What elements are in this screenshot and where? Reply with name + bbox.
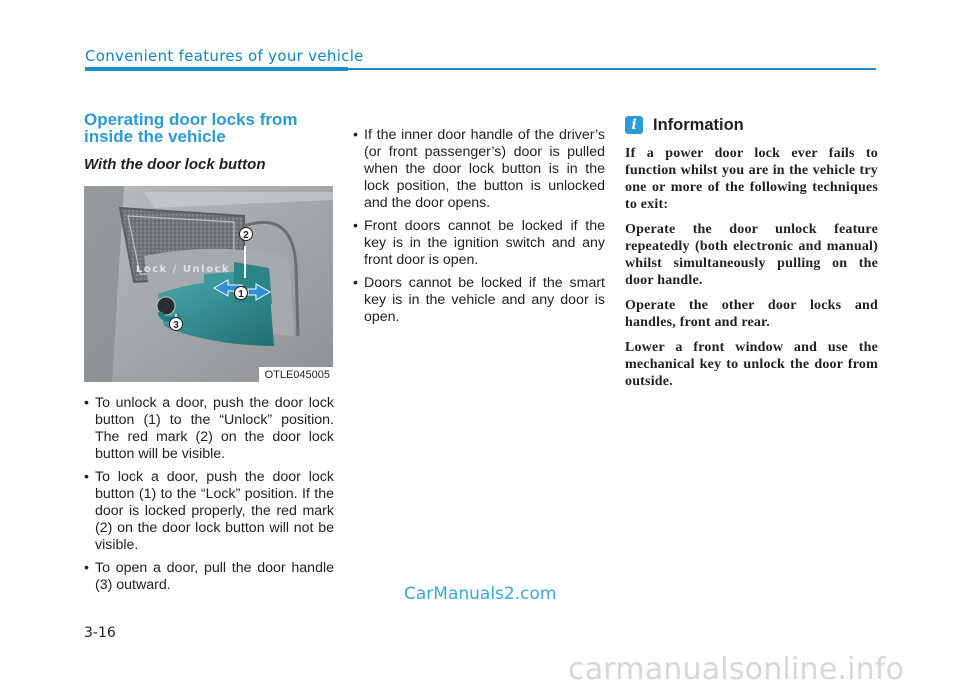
info-paragraph: Lower a front window and use the mechanical key to unlock the door from outside. — [625, 340, 878, 389]
carmanuals-watermark-link[interactable]: CarManuals2.com — [404, 584, 557, 604]
list-item: • If the inner door handle of the driver’s (or front passenger’s) door is pulled when the door lock button is in the lock position, the button is unlocked and the door opens. — [353, 127, 605, 212]
information-header — [625, 114, 878, 136]
callout-2: 2 — [243, 230, 249, 241]
info-paragraph: Operate the other door locks and handles, front and rear. — [625, 298, 878, 330]
subsection-title: With the door lock button — [84, 156, 266, 173]
door-lock-figure — [84, 186, 333, 382]
left-column — [84, 111, 334, 600]
section-title-line2: inside the vehicle — [84, 127, 226, 146]
info-paragraph: Operate the door unlock feature repeatedly (both electronic and manual) whilst simultaneously pulling on the door handle. — [625, 222, 878, 288]
figure-code: OTLE045005 — [259, 367, 333, 382]
info-icon: i — [625, 116, 643, 134]
door-lock-illustration — [84, 186, 333, 382]
information-title: Information — [653, 115, 744, 134]
left-bullet-list — [84, 395, 334, 594]
list-item: • To unlock a door, push the door lock button (1) to the “Unlock” position. The red mark (2) on the door lock button will be visible. — [84, 395, 334, 463]
header-rule-thick — [85, 67, 348, 71]
callout-1: 1 — [238, 289, 244, 300]
list-item: • Front doors cannot be locked if the key is in the ignition switch and any front door is open. — [353, 218, 605, 269]
list-item: • To open a door, pull the door handle (3) outward. — [84, 560, 334, 594]
footer-watermark: carmanualsonline.info — [568, 652, 905, 687]
middle-bullet-list — [353, 127, 605, 326]
list-item: • Doors cannot be locked if the smart key is in the vehicle and any door is open. — [353, 275, 605, 326]
information-box — [625, 114, 878, 390]
callout-3: 3 — [173, 320, 179, 331]
list-item: • To lock a door, push the door lock button (1) to the “Lock” position. If the door is locked properly, the red mark (2) on the door lock button will not be visible. — [84, 469, 334, 554]
middle-column — [353, 127, 605, 332]
info-paragraph: If a power door lock ever fails to function whilst you are in the vehicle try one or more of the following techniques to exit: — [625, 146, 878, 212]
lock-unlock-label: Lock / Unlock — [136, 264, 231, 275]
section-title-line1: Operating door locks from — [84, 110, 298, 129]
section-header-title: Convenient features of your vehicle — [85, 47, 364, 65]
page-number: 3-16 — [84, 625, 116, 641]
header-rule-thin — [348, 68, 876, 70]
section-title — [84, 111, 334, 145]
